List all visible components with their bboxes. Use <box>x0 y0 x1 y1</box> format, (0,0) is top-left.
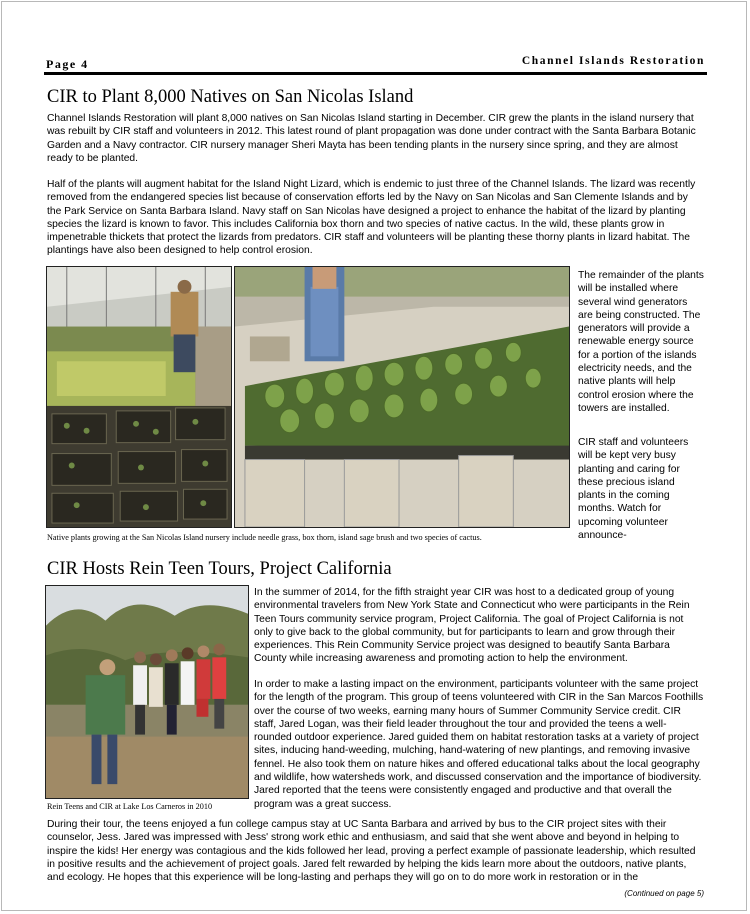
article1-sidebar-text-1: The remainder of the plants will be installed where several wind generators are being constructed. The generators will provide a renewable energy source for a portion of the islands electricity needs, and the native plants will help control erosion where the towers are installed. <box>578 270 704 414</box>
article1-paragraph-2: Half of the plants will augment habitat for the Island Night Lizard, which is endemic to just three of the Channel Islands. The lizard was recently removed from the endangered species list because of conservation efforts led by the Navy on San Nicolas and San Clemente Islands and by the Park Service on Santa Barbara Island. Navy staff on San Nicolas have designed a project to enhance the habitat of the lizard by planting species the lizard is known to favor. This includes California box thorn and two species of native cactus. In the wild, these plants grow in impenetrable thickets that protect the lizards from predators. CIR staff and volunteers will be planting these thorny plants in lizard habitat. The plantings have also been designed to help control erosion. <box>47 179 696 257</box>
article1-title: CIR to Plant 8,000 Natives on San Nicolas Island <box>47 87 414 107</box>
newsletter-name: Channel Islands Restoration <box>521 55 705 67</box>
article2-paragraph-3: During their tour, the teens enjoyed a fun college campus stay at UC Santa Barbara and arrived by bus to the CIR project sites with their counselor, Jess. Jared was impressed with Jess' strong work ethic and enthusiasm, and said that she went above and beyond in helping to inspire the kids! Her energy was contagious and the kids followed her lead, proving a perfect example of passionate leadership, which resulted in positive results and the achievement of project goals. Jared felt rewarded by helping the kids learn more about the outdoors, native plants, and ecology. He hopes that this experience will be long-lasting and perhaps they will go on to do more work in restoration or in the <box>47 819 696 884</box>
article2-title: CIR Hosts Rein Teen Tours, Project California <box>47 559 392 579</box>
article1-paragraph-1: Channel Islands Restoration will plant 8,000 natives on San Nicolas Island starting in December. CIR grew the plants in the island nursery that was rebuilt by CIR staff and volunteers in 2012. This latest round of plant propagation was done under contract with the Santa Barbara Botanic Garden and a Navy contractor. CIR nursery manager Sheri Mayta has been tending plants in the nursery since spring, and they are almost ready to be planted. <box>47 113 696 164</box>
article2-photo-caption: Rein Teens and CIR at Lake Los Carneros in 2010 <box>47 802 213 811</box>
article2-paragraph-2: In order to make a lasting impact on the environment, participants volunteer with the same project for the length of the program. This group of teens volunteered with CIR in the San Marcos Foothills over the course of two weeks, earning many hours of Summer Community Service credit. CIR staff, Jared Logan, was their field leader throughout the tour and provided the teens a well-rounded outdoor experience. Jared guided them on habitat restoration tasks at a variety of project sites, inducing hand-weeding, mulching, hand-watering of new plantings, and removing invasive fennel. He also took them on nature hikes and offered educational talks about the local geography and wildlife, how watersheds work, and discussed conservation and the importance of biodiversity. Jared reported that the teens were consistently engaged and productive and that overall the program was a great success. <box>254 679 704 810</box>
article1-photo-caption: Native plants growing at the San Nicolas Island nursery include needle grass, box thorn, island sage brush and two species of cactus. <box>47 533 482 542</box>
header-rule <box>44 72 707 75</box>
rein-teens-group-photo <box>45 585 249 799</box>
page-number: Page 4 <box>46 57 89 71</box>
cactus-nursery-photo <box>234 266 570 528</box>
article2-paragraph-1: In the summer of 2014, for the fifth straight year CIR was host to a dedicated group of young environmental travelers from New York State and Connecticut who were participants in the Rein Teen Tours community service program, Project California. The goal of Project California is not only to give back to the global community, but for participants to learn and grow through their experiences. This Rein Community Service project was designed to beautify Santa Barbara County while increasing awareness and promoting action to help the environment. <box>254 587 690 665</box>
continued-notice: (Continued on page 5) <box>624 889 704 898</box>
nursery-greenhouse-photo <box>46 266 232 528</box>
article1-sidebar-text-2: CIR staff and volunteers will be kept very busy planting and caring for these precious island plants in the coming months. Watch for upcoming volunteer announce- <box>578 437 689 542</box>
